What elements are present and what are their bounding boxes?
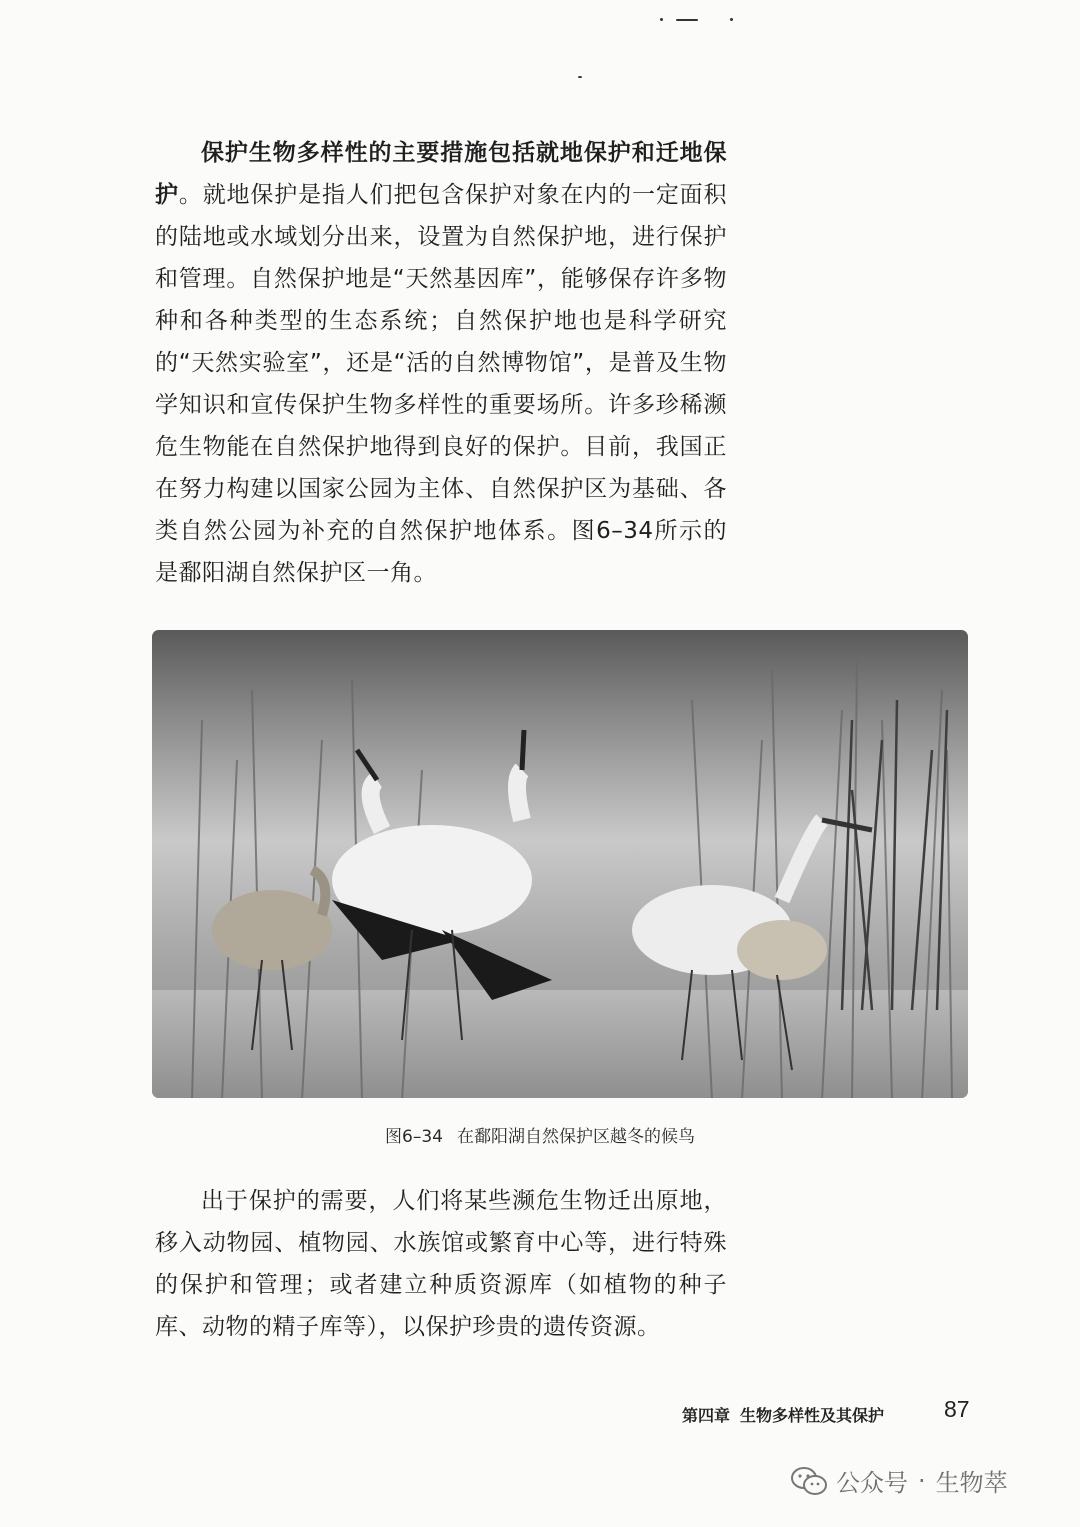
page-number: 87 xyxy=(944,1396,970,1422)
wechat-icon xyxy=(790,1466,828,1496)
figure-caption xyxy=(0,1122,1080,1147)
chapter-title: 生物多样性及其保护 xyxy=(740,1406,885,1425)
watermark-separator: · xyxy=(918,1466,926,1495)
scan-speck xyxy=(660,18,663,21)
paragraph-lead: 保护生物多样性的主要措施包括就地保护和迁地保护 xyxy=(155,140,727,208)
figure-caption-text: 在鄱阳湖自然保护区越冬的候鸟 xyxy=(456,1127,695,1147)
watermark-name: 生物萃 xyxy=(935,1469,1008,1497)
scan-speck xyxy=(578,76,582,78)
paragraph-in-situ-conservation xyxy=(155,132,727,594)
page-footer xyxy=(682,1396,970,1426)
chapter-number: 第四章 xyxy=(682,1406,731,1425)
figure-number: 图6–34 xyxy=(385,1127,443,1147)
paragraph-body: 出于保护的需要，人们将某些濒危生物迁出原地，移入动物园、植物园、水族馆或繁育中心等，进行特殊的保护和管理；或者建立种质资源库（如植物的种子库、动物的精子库等），以保护珍贵的遗传资源。 xyxy=(155,1188,727,1340)
paragraph-body: 。就地保护是指人们把包含保护对象在内的一定面积的陆地或水域划分出来，设置为自然保护地，进行保护和管理。自然保护地是“天然基因库”，能够保存许多物种和各种类型的生态系统；自然保护地也是科学研究的“天然实验室”，还是“活的自然博物馆”，是普及生物学知识和宣传保护生物多样性的重要场所。许多珍稀濒危生物能在自然保护地得到良好的保护。目前，我国正在努力构建以国家公园为主体、自然保护区为基础、各类自然公园为补充的自然保护地体系。图6–34所示的是鄱阳湖自然保护区一角。 xyxy=(155,182,728,586)
scan-speck xyxy=(676,19,698,21)
watermark-prefix: 公众号 xyxy=(836,1469,908,1497)
scan-speck xyxy=(730,18,733,21)
paragraph-ex-situ-conservation xyxy=(155,1180,727,1348)
figure-photo-migratory-birds xyxy=(152,630,968,1098)
watermark xyxy=(790,1463,1008,1498)
